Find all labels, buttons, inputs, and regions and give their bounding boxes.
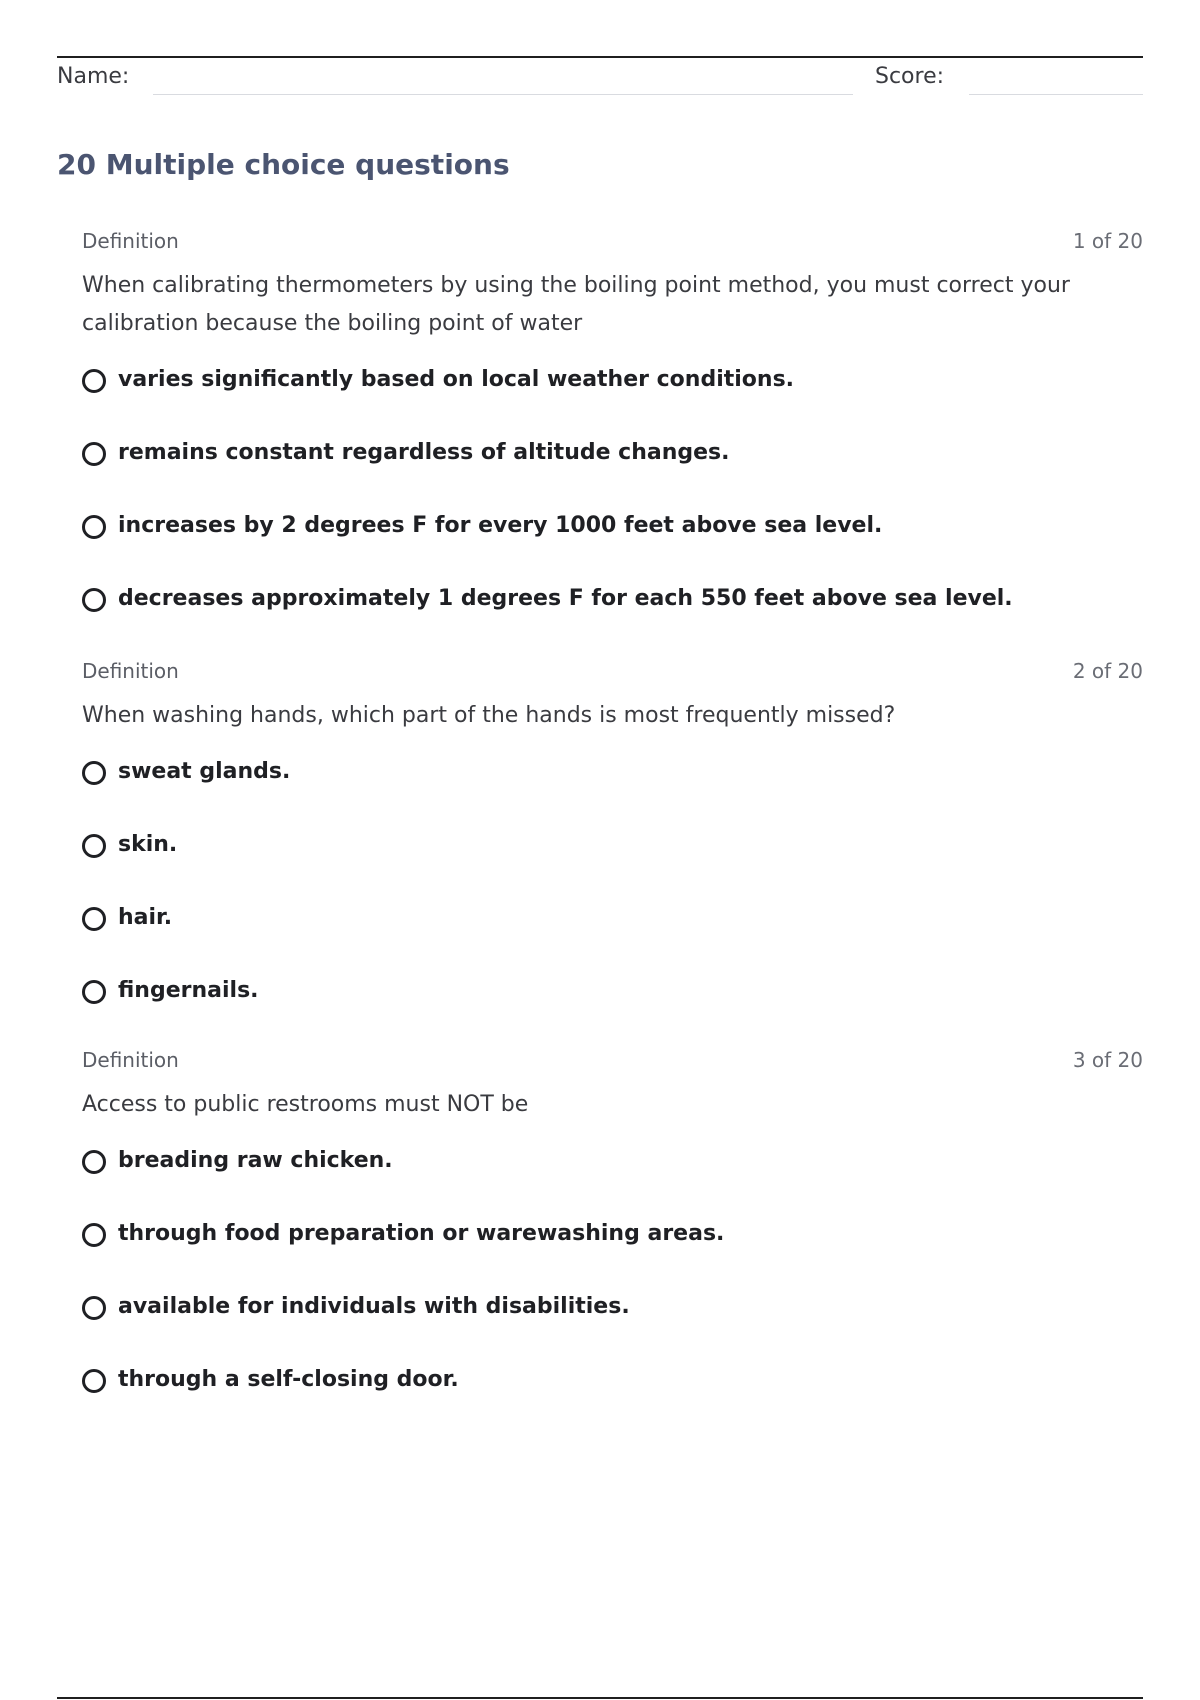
answer-option[interactable] [82,1367,1143,1440]
answer-options [82,759,1143,1051]
question-counter: 3 of 20 [1072,1048,1143,1072]
answer-option[interactable] [82,1294,1143,1367]
answer-option[interactable] [82,759,1143,832]
score-label: Score: [875,64,945,89]
answer-option-label: breading raw chicken. [118,1148,393,1173]
question-counter: 1 of 20 [1072,229,1143,253]
question-header [82,229,1143,255]
answer-option-label: hair. [118,905,173,930]
question-counter: 2 of 20 [1072,659,1143,683]
name-label: Name: [57,64,130,89]
answer-option[interactable] [82,1148,1143,1221]
question-prompt: When calibrating thermometers by using the boiling point method, you must correct your calibration because the boiling point of water [82,273,1070,336]
question-card [82,659,1143,1051]
answer-option-label: through a self-closing door. [118,1367,459,1392]
answer-option-label: through food preparation or warewashing areas. [118,1221,725,1246]
question-type: Definition [82,229,179,253]
question-prompt: Access to public restrooms must NOT be [82,1092,529,1117]
answer-option[interactable] [82,832,1143,905]
radio-button-icon[interactable] [82,515,106,539]
radio-button-icon[interactable] [82,588,106,612]
radio-button-icon[interactable] [82,980,106,1004]
worksheet-header [57,62,1143,96]
name-field[interactable] [153,94,853,95]
radio-button-icon[interactable] [82,1150,106,1174]
question-header [82,659,1143,685]
answer-options [82,1148,1143,1440]
answer-option[interactable] [82,1221,1143,1294]
answer-option[interactable] [82,905,1143,978]
answer-option-label: increases by 2 degrees F for every 1000 feet above sea level. [118,513,883,538]
question-header [82,1048,1143,1074]
radio-button-icon[interactable] [82,907,106,931]
radio-button-icon[interactable] [82,1296,106,1320]
answer-option-label: decreases approximately 1 degrees F for each 550 feet above sea level. [118,586,1013,611]
question-card [82,229,1143,659]
answer-option[interactable] [82,513,1143,586]
answer-option-label: remains constant regardless of altitude changes. [118,440,730,465]
answer-option-label: varies significantly based on local weather conditions. [118,367,795,392]
bottom-divider [57,1697,1143,1699]
answer-option[interactable] [82,978,1143,1051]
answer-option[interactable] [82,586,1143,659]
radio-button-icon[interactable] [82,834,106,858]
answer-option[interactable] [82,367,1143,440]
radio-button-icon[interactable] [82,1369,106,1393]
section-title: 20 Multiple choice questions [57,148,510,181]
answer-option-label: fingernails. [118,978,259,1003]
answer-option-label: available for individuals with disabilities. [118,1294,630,1319]
radio-button-icon[interactable] [82,442,106,466]
answer-option-label: skin. [118,832,178,857]
answer-option[interactable] [82,440,1143,513]
answer-options [82,367,1143,659]
score-field[interactable] [969,94,1143,95]
question-card [82,1048,1143,1440]
radio-button-icon[interactable] [82,1223,106,1247]
top-divider [57,56,1143,58]
radio-button-icon[interactable] [82,761,106,785]
question-type: Definition [82,1048,179,1072]
answer-option-label: sweat glands. [118,759,291,784]
question-prompt: When washing hands, which part of the hands is most frequently missed? [82,703,896,728]
question-type: Definition [82,659,179,683]
radio-button-icon[interactable] [82,369,106,393]
